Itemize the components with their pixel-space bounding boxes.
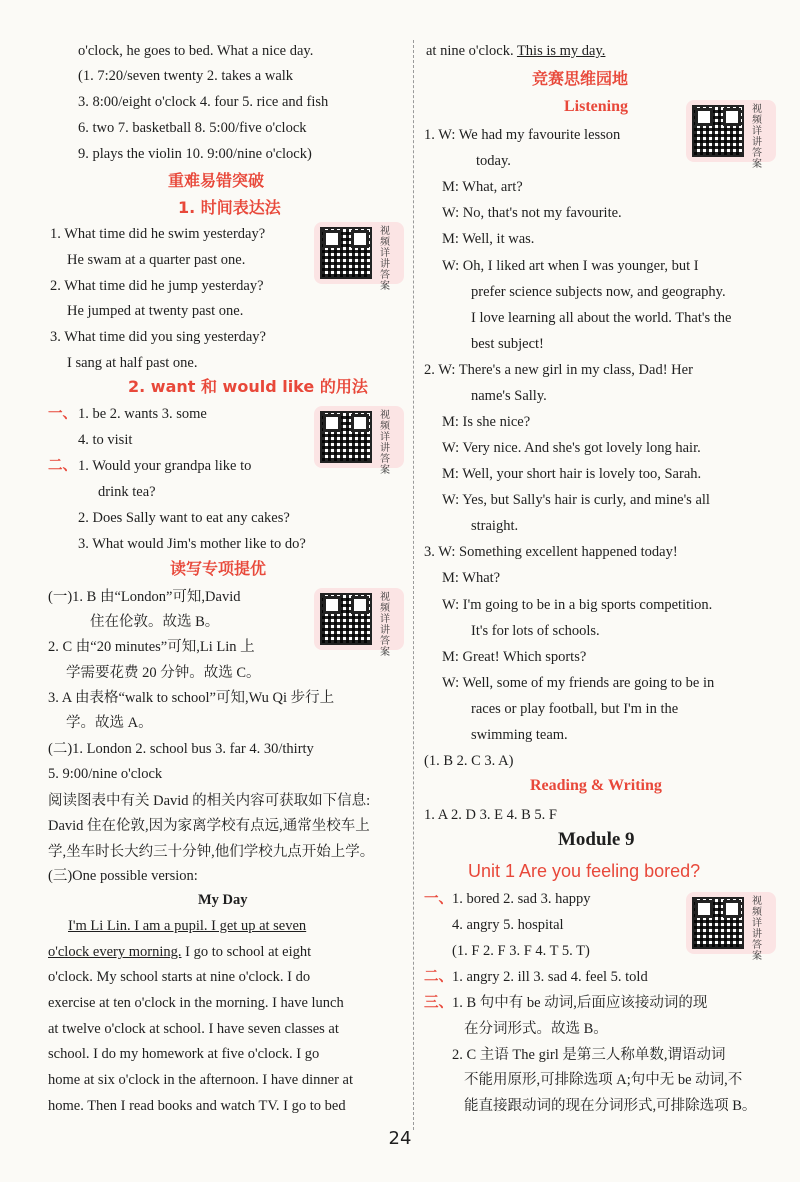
text-line: (1. 7:20/seven twenty 2. takes a walk [78,68,294,84]
text-line: 2. What time did he jump yesterday? [50,278,264,294]
essay-line [48,943,311,961]
qr-code-icon [320,593,372,645]
qr-code-badge[interactable] [686,100,776,170]
essay-title: My Day [198,892,248,908]
text-line: 能直接跟动词的现在分词形式,可排除选项 B。 [464,1098,757,1114]
text-line: 在分词形式。故选 B。 [464,1021,608,1037]
text-line: (二)1. London 2. school bus 3. far 4. 30/thirty [48,741,314,757]
text-line: It's for lots of schools. [471,623,600,639]
text-line: I love learning all about the world. That's the [471,310,732,326]
text-line: prefer science subjects now, and geography. [471,284,726,300]
text-line: 2. W: There's a new girl in my class, Dad! Her [424,362,693,378]
text-line: 2. C 主语 The girl 是第三人称单数,谓语动词 [452,1047,726,1063]
qr-label: 视频详讲答案 [380,226,390,292]
qr-code-icon [692,105,744,157]
qr-code-icon [320,411,372,463]
text-line: races or play football, but I'm in the [471,701,679,717]
text-line: best subject! [471,336,544,352]
qr-code-badge[interactable] [314,406,404,476]
text-line: W: Yes, but Sally's hair is curly, and mine's all [442,492,710,508]
text-line: 4. angry 5. hospital [452,917,564,933]
continued-text [426,42,605,60]
qr-label: 视频详讲答案 [380,410,390,476]
qr-code-badge[interactable] [314,222,404,292]
text-line: (一)1. B 由“London”可知,David [48,589,241,605]
text-line: 9. plays the violin 10. 9:00/nine o'clock) [78,146,312,162]
essay-underlined: o'clock every morning. [48,944,182,960]
text-line: 2. C 由“20 minutes”可知,Li Lin 上 [48,639,255,655]
text-line: 1. angry 2. ill 3. sad 4. feel 5. told [452,969,648,985]
text-line: W: Very nice. And she's got lovely long hair. [442,440,701,456]
text-line: 5. 9:00/nine o'clock [48,766,163,782]
text-line: 3. A 由表格“walk to school”可知,Wu Qi 步行上 [48,690,335,706]
text-line: 学。故选 A。 [66,715,153,731]
text-line: straight. [471,518,519,534]
qr-code-icon [320,227,372,279]
essay-line [68,917,306,935]
text-line: today. [476,153,511,169]
text-line: 2. Does Sally want to eat any cakes? [78,510,290,526]
text-line: 3. What would Jim's mother like to do? [78,536,306,552]
section-heading: 读写专项提优 [170,559,267,578]
section-heading: 竞赛思维园地 [532,69,629,88]
part-marker: 一、 [424,891,453,907]
part-marker: 三、 [424,995,453,1011]
text-line: I sang at half past one. [67,355,198,371]
text-line: 1. What time did he swim yesterday? [50,226,266,242]
column-divider [413,40,414,1130]
text-line: (1. B 2. C 3. A) [424,753,514,769]
text-line: (三)One possible version: [48,868,198,884]
text-line: 1. Would your grandpa like to [78,458,252,474]
text-line: 学需要花费 20 分钟。故选 C。 [66,665,261,681]
subheading-reading: Reading & Writing [530,777,662,794]
essay-text: I go to school at eight [181,944,312,960]
text-line: M: Is she nice? [442,414,531,430]
text-line: (1. F 2. F 3. F 4. T 5. T) [452,943,590,959]
subheading-time: 1. 时间表达法 [178,198,281,217]
text-line: exercise at ten o'clock in the morning. I have lunch [48,995,344,1011]
text-line: M: Well, your short hair is lovely too, Sarah. [442,466,702,482]
section-heading: 重难易错突破 [168,171,265,190]
qr-code-badge[interactable] [314,588,404,658]
text-line: W: Oh, I liked art when I was younger, but I [442,258,699,274]
text-line: 1. A 2. D 3. E 4. B 5. F [424,807,557,823]
text-line: He swam at a quarter past one. [67,252,246,268]
text-line: home at six o'clock in the afternoon. I have dinner at [48,1072,353,1088]
underlined-text: This is my day. [516,43,606,59]
text-line: o'clock, he goes to bed. What a nice day. [78,43,314,59]
text-line: o'clock. My school starts at nine o'clock. I do [48,969,311,985]
qr-code-icon [692,897,744,949]
text-line: M: Great! Which sports? [442,649,587,665]
part-marker: 一、 [48,406,77,422]
text-line: 1. B 句中有 be 动词,后面应该接动词的现 [452,995,708,1011]
subheading-listening: Listening [564,98,629,115]
text-line: M: What, art? [442,179,523,195]
text-line: 住在伦敦。故选 B。 [90,614,220,630]
unit-title: Unit 1 Are you feeling bored? [468,861,701,881]
text-line: 1. bored 2. sad 3. happy [452,891,591,907]
text-line: 阅读图表中有关 David 的相关内容可获取如下信息: [48,793,371,809]
qr-label: 视频详讲答案 [380,592,390,658]
part-marker: 二、 [48,458,77,474]
qr-label: 视频详讲答案 [752,896,762,962]
text-line: David 住在伦敦,因为家离学校有点远,通常坐校车上 [48,818,370,834]
text-line: W: I'm going to be in a big sports competition. [442,597,713,613]
module-title: Module 9 [558,829,635,850]
text-line: 学,坐车时长大约三十分钟,他们学校九点开始上学。 [48,844,375,860]
text-line: at twelve o'clock at school. I have seven classes at [48,1021,339,1037]
text-line: 3. What time did you sing yesterday? [50,329,266,345]
text-line: name's Sally. [471,388,547,404]
text-line: He jumped at twenty past one. [67,303,244,319]
page-number: 24 [388,1128,412,1149]
subheading-want-would: 2. want 和 would like 的用法 [128,377,368,396]
text-line: drink tea? [98,484,156,500]
text-line: 1. W: We had my favourite lesson [424,127,621,143]
text-line: 4. to visit [78,432,133,448]
text-line: school. I do my homework at five o'clock. I go [48,1046,320,1062]
text-line: 不能用原形,可排除选项 A;句中无 be 动词,不 [464,1072,743,1088]
text-line: M: Well, it was. [442,231,535,247]
text-line: 3. W: Something excellent happened today! [424,544,678,560]
essay-underlined: I'm Li Lin. I am a pupil. I get up at seven [68,918,307,934]
part-marker: 二、 [424,969,453,985]
text-line: home. Then I read books and watch TV. I go to bed [48,1098,346,1114]
text-line: M: What? [442,570,501,586]
text-line: W: No, that's not my favourite. [442,205,622,221]
text: at nine o'clock. [426,43,514,59]
text-line: W: Well, some of my friends are going to be in [442,675,715,691]
qr-label: 视频详讲答案 [752,104,762,170]
qr-code-badge[interactable] [686,892,776,962]
text-line: swimming team. [471,727,568,743]
text-line: 3. 8:00/eight o'clock 4. four 5. rice and fish [78,94,329,110]
text-line: 6. two 7. basketball 8. 5:00/five o'clock [78,120,307,136]
text-line: 1. be 2. wants 3. some [78,406,207,422]
